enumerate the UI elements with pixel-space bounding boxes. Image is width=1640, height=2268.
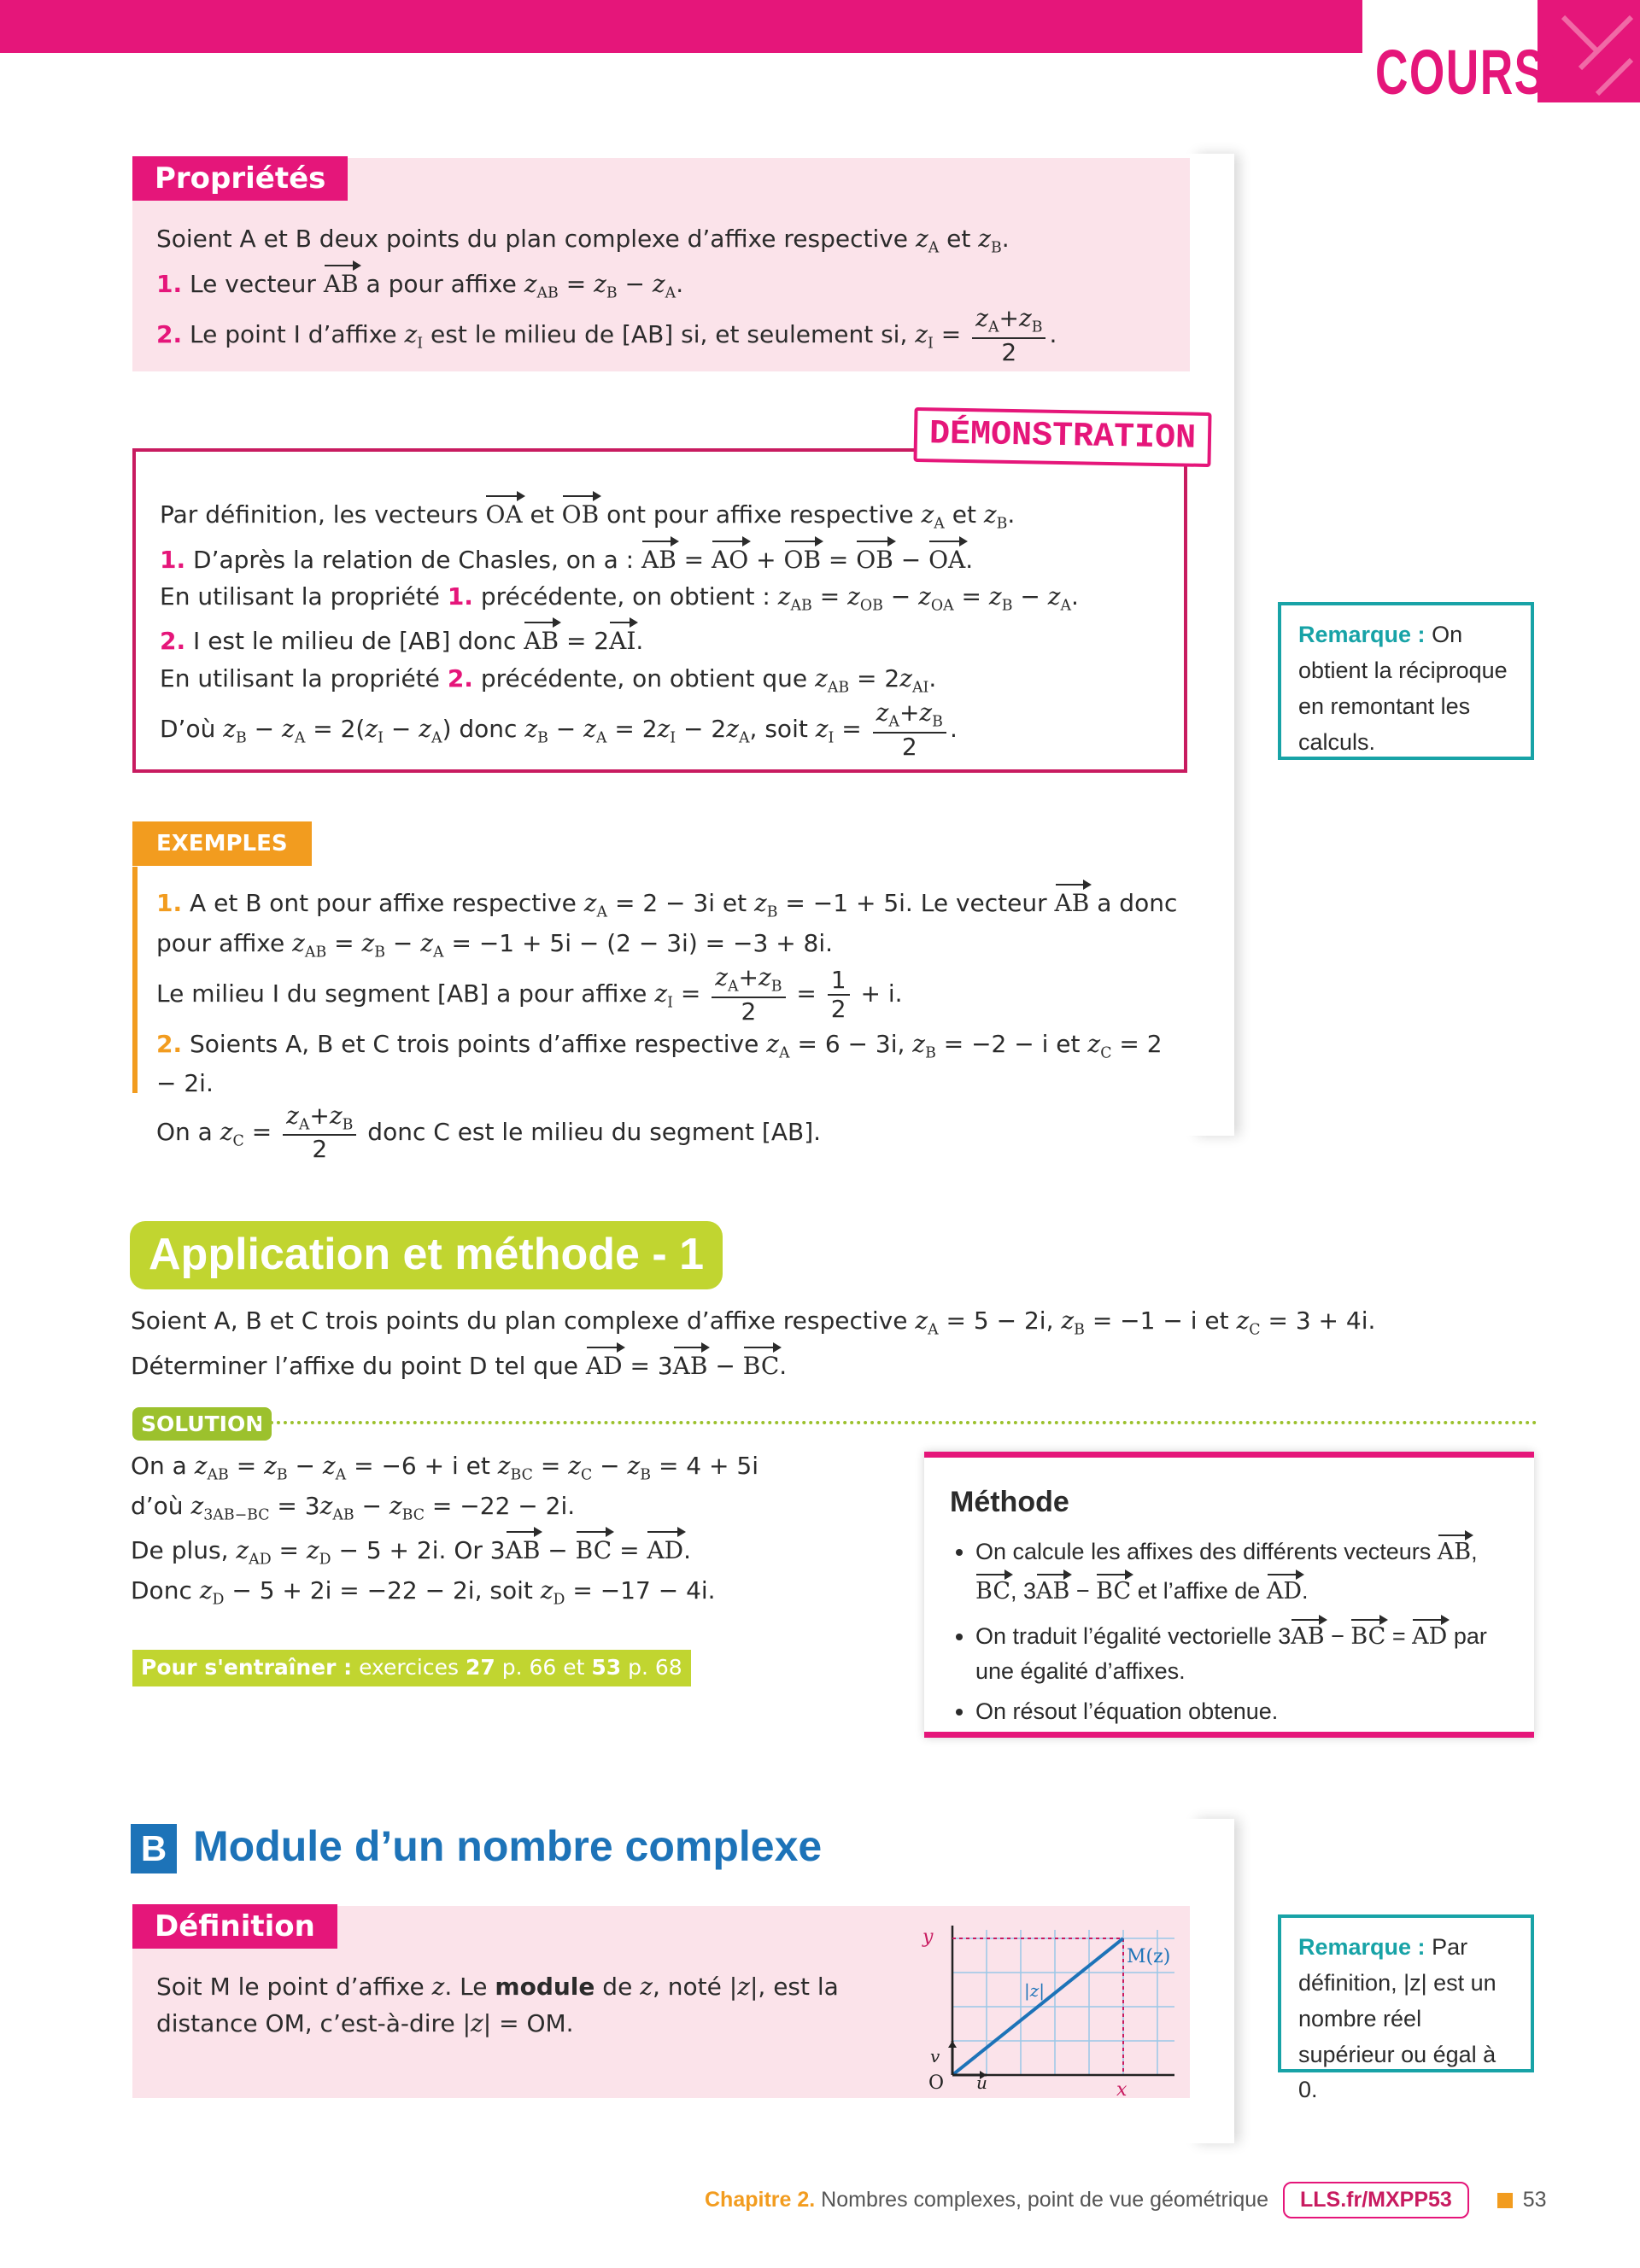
example-2-line-1: 2. Soients A, B et C trois points d’affixe respective $z_A = 6 - 3i$, $z_B = -2 - i$ et $z_C = 2 - 2i$. (156, 1029, 1163, 1098)
properties-content (156, 220, 1181, 366)
y-label: y (922, 1926, 934, 1948)
example-1-line-3: Le milieu I du segment [AB] a pour affixe $z_I$ = $\frac{z_A+z_B}{2}$ = $\frac{1}{2}$ + i. (156, 963, 903, 1026)
demo-line-5: En utilisant la propriété 2. précédente, on obtient que $z_{AB} = 2z_{AI}$. (160, 663, 937, 697)
cours-decoration (1538, 0, 1640, 102)
section-letter: B (131, 1824, 177, 1873)
fraction: $\frac{z_A+z_B}{2}$ (873, 699, 946, 761)
definition-line-1: Soit M le point d’affixe z. Le module de z, noté |z|, est la (156, 1973, 839, 2001)
x-label: x (1116, 2079, 1128, 2101)
fraction: $\frac{1}{2}$ (828, 967, 850, 1023)
demo-line-2: 1. D’après la relation de Chasles, on a : AB = AO + OB = OB − OA. (160, 536, 1176, 578)
example-2-line-2: On a $z_C$ = $\frac{z_A+z_B}{2}$ donc C est le milieu du segment [AB]. (156, 1101, 822, 1164)
v-vector-label: v (930, 2046, 940, 2066)
method-list (950, 1530, 1508, 1729)
property-2: 2. Le point I d’affixe $z_I$ est le milieu de [AB] si, et seulement si, $z_I$ = $\frac{z_A+z_B}{2}$ . (156, 304, 1057, 366)
examples-content (156, 880, 1181, 1163)
demo-line-6: D’où $z_B - z_A = 2(z_I - z_A)$ donc $z_B - z_A = 2z_I - 2z_A$, soit $z_I$ = $\frac{z_A+z_B}{2}$ . (160, 699, 958, 761)
example-1-line-2: pour affixe $z_{AB} = z_B - z_A = -1 + 5i - (2 - 3i) = -3 + 8i$. (156, 928, 834, 962)
lls-link[interactable]: LLS.fr/MXPP53 (1283, 2182, 1469, 2218)
solution-line-3: De plus, $z_{AD} = z_D - 5 + 2i$. Or 3AB − BC = AD. (131, 1527, 899, 1572)
fraction: $\frac{z_A+z_B}{2}$ (712, 964, 785, 1026)
method-title: Méthode (950, 1486, 1069, 1518)
example-1-line-1: 1. A et B ont pour affixe respective $z_A = 2 - 3i$ et $z_B = -1 + 5i$. Le vecteur AB a donc (156, 880, 1181, 925)
demo-line-4: 2. I est le milieu de [AB] donc AB = 2AI. (160, 617, 1176, 659)
practice-banner[interactable]: Pour s'entraîner : exercices 27 p. 66 et 53 p. 68 (132, 1650, 691, 1686)
modulus-label: |z| (1024, 1980, 1046, 2001)
u-vector-label: u (976, 2072, 987, 2093)
solution-tag: SOLUTION (132, 1407, 272, 1441)
properties-intro: Soient A et B deux points du plan complexe d’affixe respective $z_A$ et $z_B$. (156, 225, 1010, 257)
demonstration-content (160, 491, 1176, 761)
definition-tag: Définition (132, 1904, 337, 1949)
module-figure (918, 1921, 1187, 2101)
method-item: • On calcule les affixes des différents vecteurs AB, BC, 3AB − BC et l’affixe de AD. (975, 1530, 1508, 1610)
demo-line-1: Par définition, les vecteurs OA et OB ont pour affixe respective $z_A$ et $z_B$. (160, 491, 1176, 536)
fraction: $\frac{z_A+z_B}{2}$ (283, 1102, 356, 1164)
origin-label: O (928, 2072, 945, 2094)
page-marker (1497, 2193, 1513, 2208)
statement-line-1: Soient A, B et C trois points du plan complexe d’affixe respective $z_A = 5 - 2i$, $z_B = -1 - i$ et $z_C = 3 + 4i$. (131, 1306, 1376, 1339)
section-label: COURS (1375, 37, 1546, 108)
definition-content (156, 1968, 891, 2043)
remark-box-2: Remarque : Par définition, |z| est un nombre réel supérieur ou égal à 0. (1278, 1914, 1534, 2072)
method-item: • On résout l’équation obtenue. (975, 1694, 1508, 1729)
solution-line-4: Donc $z_D - 5 + 2i = -22 - 2i$, soit $z_D = -17 - 4i$. (131, 1575, 716, 1609)
solution-content (131, 1447, 899, 1611)
property-1: 1. Le vecteur AB a pour affixe $z_{AB} = z_B - z_A$. (156, 260, 1181, 306)
solution-line-2: d’où $z_{3AB-BC} = 3z_{AB} - z_{BC} = -22 - 2i$. (131, 1491, 576, 1524)
solution-divider (256, 1421, 1538, 1424)
examples-side-line (132, 867, 138, 1093)
point-label: M(z) (1127, 1946, 1171, 1967)
footer: Chapitre 2. Nombres complexes, point de vue géométrique LLS.fr/MXPP53 53 (705, 2182, 1547, 2218)
method-box (924, 1452, 1534, 1738)
remark-box-1: Remarque : On obtient la réciproque en remontant les calculs. (1278, 602, 1534, 760)
properties-tag: Propriétés (132, 156, 348, 201)
method-item: • On traduit l’égalité vectorielle 3AB − BC = AD par une égalité d’affixes. (975, 1615, 1508, 1689)
demonstration-label: DÉMONSTRATION (913, 407, 1211, 467)
demo-line-3: En utilisant la propriété 1. précédente, on obtient : $z_{AB} = z_{OB} - z_{OA} = z_B - z_A$. (160, 582, 1079, 615)
statement-line-2: Déterminer l’affixe du point D tel que AD = 3AB − BC. (131, 1342, 1540, 1384)
fraction: $\frac{z_A+z_B}{2}$ (972, 305, 1046, 366)
examples-tag: EXEMPLES (132, 821, 312, 866)
page-number: 53 (1522, 2188, 1547, 2212)
definition-line-2: distance OM, c’est-à-dire |z| = OM. (156, 2009, 574, 2038)
header-band (0, 0, 1362, 53)
solution-line-1: On a $z_{AB} = z_B - z_A = -6 + i$ et $z_{BC} = z_C - z_B = 4 + 5i$ (131, 1452, 758, 1484)
section-title: Module d’un nombre complexe (193, 1822, 823, 1870)
application-title: Application et méthode - 1 (130, 1221, 723, 1289)
application-statement (131, 1302, 1540, 1384)
